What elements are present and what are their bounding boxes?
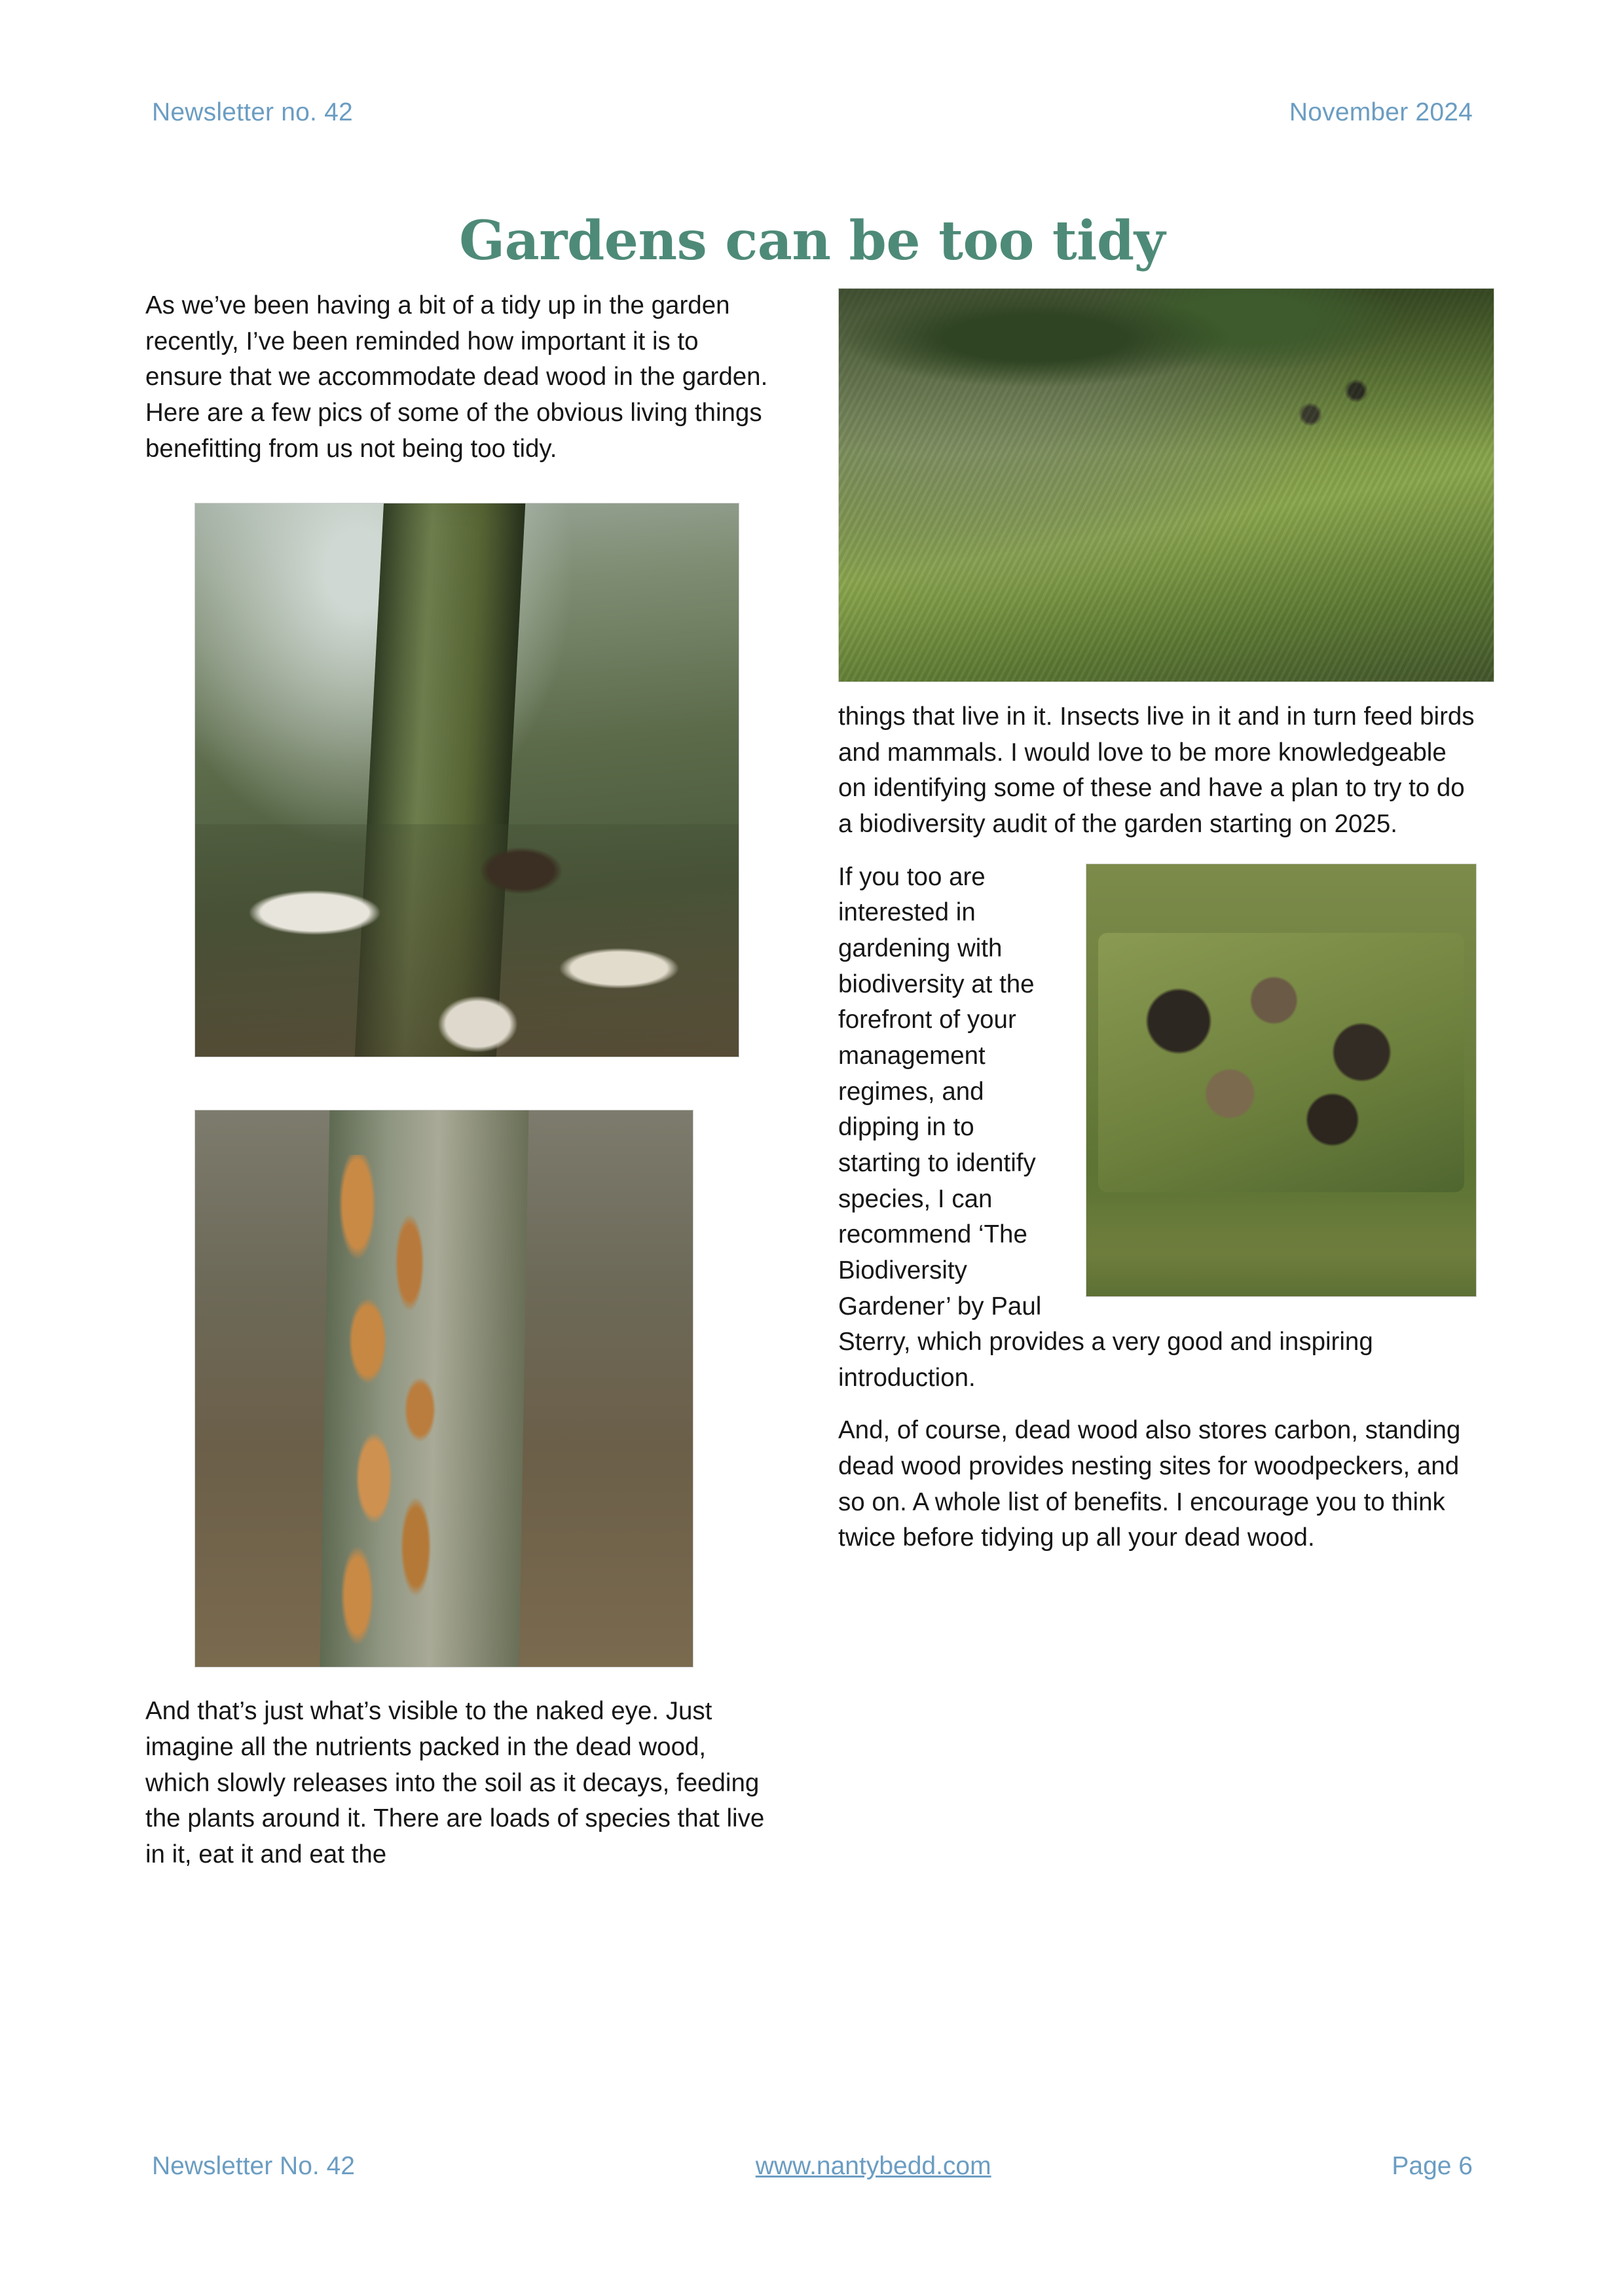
right-paragraph-3: And, of course, dead wood also stores carbon, standing dead wood provides nesting sites for woodpeckers, and so on. A whole list of benefits. I encourage you to think twice before tidying up all your dead wood. — [838, 1416, 1461, 1552]
page-footer — [152, 2152, 1473, 2181]
footer-website-link[interactable]: www.nantybedd.com — [755, 2152, 991, 2180]
intro-paragraph: As we’ve been having a bit of a tidy up in the garden recently, I’ve been reminded how important it is to ensure that we accommodate dead wood in the garden. Here are a few pics of some of the obvious living things benefitting from us not being too tidy. — [145, 291, 768, 463]
photo-moss-covered-log-pile — [1086, 864, 1477, 1297]
left-column — [145, 288, 774, 1890]
page-header — [152, 98, 1473, 127]
text-image-flow — [838, 860, 1477, 1413]
closing-paragraph: And that’s just what’s visible to the naked eye. Just imagine all the nutrients packed in the dead wood, which slowly releases into the soil as it decays, feeding the plants around it. There are loads of species that live in it, eat it and eat the — [145, 1697, 765, 1868]
footer-page-number: Page 6 — [1392, 2152, 1473, 2180]
right-column — [838, 288, 1477, 1573]
right-paragraph-2: If you too are interested in gardening with biodiversity at the forefront of your management regimes, and dipping in to starting to identify species, I can recommend ‘The Biodiversity Gardener’ by Paul Sterry, which provides a very good and inspiring introduction. — [838, 862, 1373, 1392]
photo-mossy-trunk-with-bracket-fungi — [194, 503, 739, 1057]
right-paragraph-1: things that live in it. Insects live in it and in turn feed birds and mammals. I would love to be more knowledgeable on identifying some of these and have a plan to try to do a biodiversity audit of the garden starting on 2025. — [838, 702, 1475, 838]
photo-moss-with-fungal-clubs — [838, 288, 1494, 682]
footer-newsletter-number: Newsletter No. 42 — [152, 2152, 355, 2180]
page-title: Gardens can be too tidy — [459, 209, 1165, 272]
header-date: November 2024 — [1289, 98, 1473, 126]
photo-bracket-fungi-on-trunk — [194, 1110, 693, 1667]
header-newsletter-number: Newsletter no. 42 — [152, 98, 353, 126]
